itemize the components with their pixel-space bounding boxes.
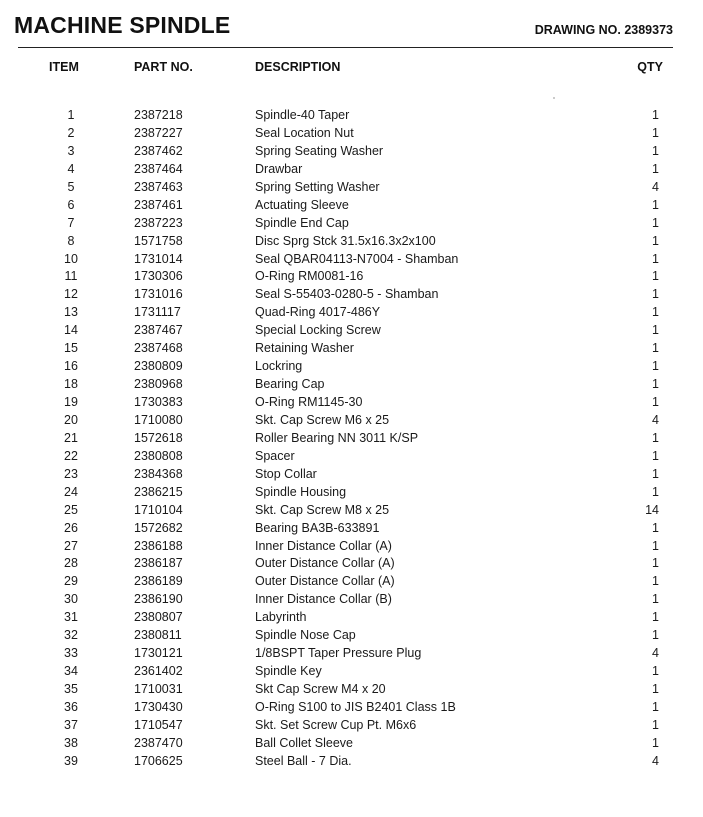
part-number: 1730306 xyxy=(134,269,183,284)
table-row xyxy=(0,466,703,484)
item-number: 24 xyxy=(64,484,78,499)
item-number: 14 xyxy=(64,323,78,338)
part-description: Spindle Nose Cap xyxy=(255,628,356,643)
part-description: Spindle End Cap xyxy=(255,215,349,230)
quantity: 4 xyxy=(652,412,659,427)
table-row xyxy=(0,717,703,735)
quantity: 4 xyxy=(652,179,659,194)
table-row xyxy=(0,268,703,286)
scan-speck xyxy=(553,97,555,99)
part-number: 1731016 xyxy=(134,287,183,302)
part-description: Drawbar xyxy=(255,161,303,176)
table-row xyxy=(0,215,703,233)
item-number: 36 xyxy=(64,699,78,714)
column-header-part-no: PART NO. xyxy=(134,60,193,74)
part-number: 2380811 xyxy=(134,628,182,643)
table-row xyxy=(0,627,703,645)
part-number: 2380807 xyxy=(134,610,183,625)
part-number: 2387461 xyxy=(134,197,183,212)
part-number: 1730430 xyxy=(134,699,183,714)
item-number: 8 xyxy=(67,233,75,248)
part-description: Spindle Housing xyxy=(255,484,347,499)
part-description: Seal QBAR04113-N7004 - Shamban xyxy=(255,251,459,266)
part-number: 2361402 xyxy=(134,664,183,679)
part-description: O-Ring RM0081-16 xyxy=(255,269,364,284)
item-number: 35 xyxy=(64,682,78,696)
table-row xyxy=(0,322,703,340)
table-row xyxy=(0,304,703,322)
item-number: 32 xyxy=(64,628,78,643)
part-number: 1710547 xyxy=(134,717,183,732)
table-row xyxy=(0,376,703,394)
quantity: 1 xyxy=(652,699,659,714)
part-number: 2387468 xyxy=(134,341,183,356)
item-number: 18 xyxy=(64,377,78,392)
table-row xyxy=(0,681,703,699)
part-description: Stop Collar xyxy=(255,466,317,481)
table-row xyxy=(0,735,703,753)
quantity: 1 xyxy=(652,287,659,302)
item-number: 39 xyxy=(64,753,78,768)
item-number: 12 xyxy=(64,287,78,302)
quantity: 1 xyxy=(652,682,659,696)
part-number: 1710104 xyxy=(134,502,183,517)
table-row xyxy=(0,358,703,376)
part-description: Disc Sprg Stck 31.5x16.3x2x100 xyxy=(255,233,436,248)
part-description: Inner Distance Collar (A) xyxy=(255,538,392,553)
part-description: Special Locking Screw xyxy=(255,323,381,338)
item-number: 34 xyxy=(64,664,78,679)
part-number: 1730121 xyxy=(134,646,183,661)
quantity: 1 xyxy=(652,395,659,409)
part-number: 2386215 xyxy=(134,484,183,499)
item-number: 3 xyxy=(67,143,75,158)
item-number: 33 xyxy=(64,646,78,661)
item-number: 2 xyxy=(67,125,75,140)
part-number: 1710080 xyxy=(134,412,183,427)
item-number: 23 xyxy=(64,466,78,481)
part-description: O-Ring RM1145-30 xyxy=(255,395,363,409)
quantity: 1 xyxy=(652,556,659,571)
part-description: O-Ring S100 to JIS B2401 Class 1B xyxy=(255,699,456,714)
part-number: 2386188 xyxy=(134,538,183,553)
item-number: 4 xyxy=(67,161,75,176)
part-description: Roller Bearing NN 3011 K/SP xyxy=(255,430,419,445)
item-number: 38 xyxy=(64,735,78,750)
item-number: 16 xyxy=(64,359,78,374)
quantity: 4 xyxy=(652,646,659,661)
quantity: 1 xyxy=(652,377,659,392)
column-header-qty: QTY xyxy=(637,60,663,74)
quantity: 1 xyxy=(652,233,659,248)
part-number: 2387470 xyxy=(134,735,183,750)
table-row xyxy=(0,502,703,520)
quantity: 1 xyxy=(652,610,659,625)
part-description: Skt. Set Screw Cup Pt. M6x6 xyxy=(255,717,417,732)
part-description: Ball Collet Sleeve xyxy=(255,735,353,750)
quantity: 4 xyxy=(652,753,659,768)
item-number: 13 xyxy=(64,305,78,320)
part-description: Outer Distance Collar (A) xyxy=(255,556,395,571)
quantity: 1 xyxy=(652,520,659,535)
quantity: 1 xyxy=(652,108,659,122)
quantity: 1 xyxy=(652,574,659,589)
quantity: 1 xyxy=(652,735,659,750)
table-row xyxy=(0,233,703,251)
part-number: 2386189 xyxy=(134,574,183,589)
part-number: 2384368 xyxy=(134,466,183,481)
header-rule xyxy=(18,47,673,48)
quantity: 1 xyxy=(652,628,659,643)
part-description: 1/8BSPT Taper Pressure Plug xyxy=(255,646,422,661)
item-number: 25 xyxy=(64,502,78,517)
table-row xyxy=(0,645,703,663)
table-row xyxy=(0,520,703,538)
table-row xyxy=(0,251,703,269)
quantity: 1 xyxy=(652,664,659,679)
part-description: Spring Seating Washer xyxy=(255,143,384,158)
quantity: 1 xyxy=(652,197,659,212)
table-row xyxy=(0,340,703,358)
part-description: Spindle-40 Taper xyxy=(255,108,350,122)
table-row xyxy=(0,555,703,573)
part-description: Skt. Cap Screw M8 x 25 xyxy=(255,502,390,517)
quantity: 1 xyxy=(652,592,659,607)
part-number: 1572682 xyxy=(134,520,183,535)
item-number: 37 xyxy=(64,717,78,732)
part-number: 2380968 xyxy=(134,377,183,392)
part-description: Inner Distance Collar (B) xyxy=(255,592,392,607)
quantity: 1 xyxy=(652,143,659,158)
table-row xyxy=(0,394,703,412)
parts-table xyxy=(0,107,703,771)
page-title: MACHINE SPINDLE xyxy=(14,12,231,38)
quantity: 1 xyxy=(652,717,659,732)
part-number: 1710031 xyxy=(134,682,183,696)
part-number: 1571758 xyxy=(134,233,183,248)
quantity: 1 xyxy=(652,359,659,374)
item-number: 6 xyxy=(67,197,75,212)
part-number: 2387218 xyxy=(134,108,183,122)
part-description: Skt. Cap Screw M6 x 25 xyxy=(255,412,390,427)
item-number: 5 xyxy=(67,179,75,194)
part-description: Spacer xyxy=(255,448,295,463)
table-row xyxy=(0,412,703,430)
quantity: 1 xyxy=(652,466,659,481)
table-row xyxy=(0,753,703,771)
part-number: 2386187 xyxy=(134,556,183,571)
drawing-number: DRAWING NO. 2389373 xyxy=(534,23,673,37)
part-number: 1731014 xyxy=(134,251,183,266)
table-row xyxy=(0,573,703,591)
item-number: 27 xyxy=(64,538,78,553)
part-description: Quad-Ring 4017-486Y xyxy=(255,305,381,320)
table-row xyxy=(0,197,703,215)
table-row xyxy=(0,143,703,161)
part-description: Lockring xyxy=(255,359,303,374)
part-number: 2380809 xyxy=(134,359,183,374)
item-number: 1 xyxy=(67,108,75,122)
quantity: 14 xyxy=(645,502,659,517)
part-description: Spindle Key xyxy=(255,664,322,679)
table-row xyxy=(0,484,703,502)
part-description: Bearing BA3B-633891 xyxy=(255,520,380,535)
table-row xyxy=(0,591,703,609)
table-row xyxy=(0,286,703,304)
item-number: 30 xyxy=(64,592,78,607)
table-row xyxy=(0,699,703,717)
part-description: Seal Location Nut xyxy=(255,125,354,140)
item-number: 15 xyxy=(64,341,78,356)
part-description: Labyrinth xyxy=(255,610,307,625)
item-number: 20 xyxy=(64,412,78,427)
item-number: 22 xyxy=(64,448,78,463)
part-number: 1730383 xyxy=(134,395,183,409)
part-description: Skt Cap Screw M4 x 20 xyxy=(255,682,386,696)
column-header-item: ITEM xyxy=(49,60,79,74)
part-number: 2387467 xyxy=(134,323,183,338)
table-row xyxy=(0,107,703,125)
part-number: 2380808 xyxy=(134,448,183,463)
table-row xyxy=(0,448,703,466)
table-row xyxy=(0,538,703,556)
part-description: Bearing Cap xyxy=(255,377,325,392)
part-number: 2387464 xyxy=(134,161,183,176)
part-description: Spring Setting Washer xyxy=(255,179,380,194)
part-number: 2387463 xyxy=(134,179,183,194)
part-description: Actuating Sleeve xyxy=(255,197,349,212)
item-number: 11 xyxy=(64,269,78,284)
quantity: 1 xyxy=(652,161,659,176)
quantity: 1 xyxy=(652,538,659,553)
table-row xyxy=(0,125,703,143)
quantity: 1 xyxy=(652,430,659,445)
quantity: 1 xyxy=(652,269,659,284)
quantity: 1 xyxy=(652,305,659,320)
table-row xyxy=(0,161,703,179)
part-number: 2387462 xyxy=(134,143,183,158)
table-row xyxy=(0,663,703,681)
column-header-description: DESCRIPTION xyxy=(255,60,341,74)
quantity: 1 xyxy=(652,125,659,140)
table-row xyxy=(0,430,703,448)
part-description: Retaining Washer xyxy=(255,341,354,356)
item-number: 31 xyxy=(64,610,78,625)
item-number: 21 xyxy=(64,430,78,445)
item-number: 7 xyxy=(67,215,75,230)
table-row xyxy=(0,609,703,627)
item-number: 29 xyxy=(64,574,78,589)
part-number: 1731117 xyxy=(134,305,181,320)
part-number: 2387227 xyxy=(134,125,183,140)
quantity: 1 xyxy=(652,251,659,266)
item-number: 19 xyxy=(64,395,78,409)
part-number: 2386190 xyxy=(134,592,183,607)
item-number: 10 xyxy=(64,251,78,266)
quantity: 1 xyxy=(652,323,659,338)
table-row xyxy=(0,179,703,197)
quantity: 1 xyxy=(652,215,659,230)
part-number: 2387223 xyxy=(134,215,183,230)
part-number: 1706625 xyxy=(134,753,183,768)
part-description: Seal S-55403-0280-5 - Shamban xyxy=(255,287,439,302)
part-number: 1572618 xyxy=(134,430,183,445)
part-description: Steel Ball - 7 Dia. xyxy=(255,753,352,768)
item-number: 26 xyxy=(64,520,78,535)
quantity: 1 xyxy=(652,341,659,356)
item-number: 28 xyxy=(64,556,78,571)
quantity: 1 xyxy=(652,484,659,499)
quantity: 1 xyxy=(652,448,659,463)
part-description: Outer Distance Collar (A) xyxy=(255,574,395,589)
